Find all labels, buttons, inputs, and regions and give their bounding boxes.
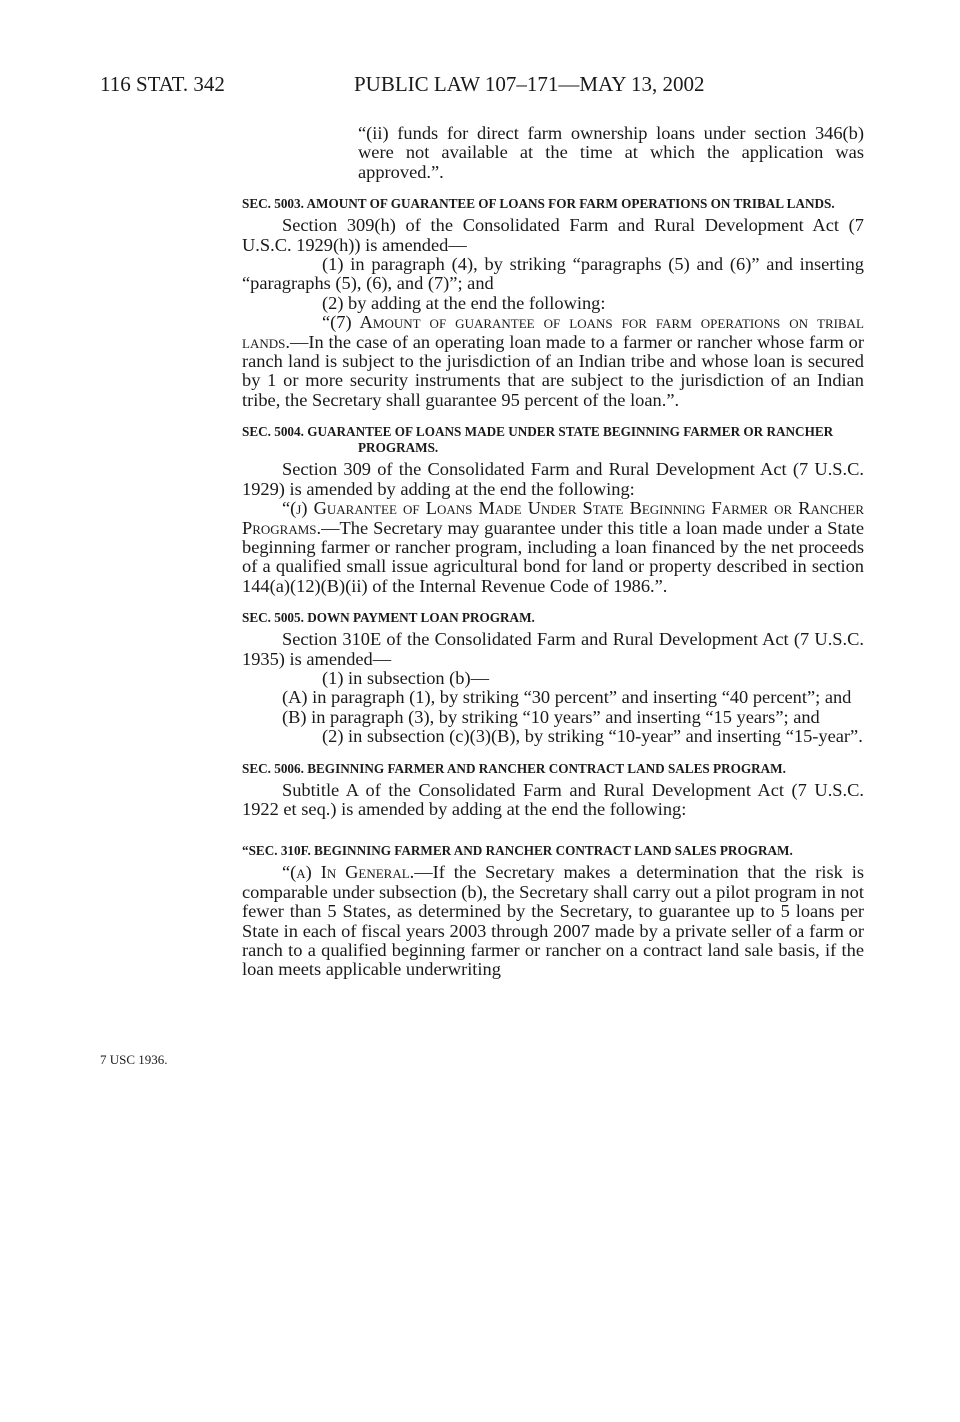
paragraph: “(ii) funds for direct farm ownership loans under section 346(b) were not available at the time at which the application was approved.”.: [358, 123, 864, 182]
paragraph: Subtitle A of the Consolidated Farm and Rural Development Act (7 U.S.C. 1922 et seq.) is amended by adding at the end the following:: [242, 779, 864, 819]
section-heading-5005: SEC. 5005. DOWN PAYMENT LOAN PROGRAM.: [242, 610, 535, 626]
margin-note: 7 USC 1936.: [100, 1052, 168, 1067]
paragraph: Section 309(h) of the Consolidated Farm and Rural Development Act (7 U.S.C. 1929(h)) is amended—: [242, 215, 864, 255]
paragraph: (1) in paragraph (4), by striking “paragraphs (5) and (6)” and inserting “paragraphs (5), (6), and (7)”; and: [242, 254, 864, 294]
section-heading-310f: “SEC. 310F. BEGINNING FARMER AND RANCHER CONTRACT LAND SALES PROGRAM.: [242, 843, 793, 859]
paragraph: [242, 863, 864, 979]
page-header: [100, 72, 880, 102]
section-heading-5003: SEC. 5003. AMOUNT OF GUARANTEE OF LOANS FOR FARM OPERATIONS ON TRIBAL LANDS.: [242, 196, 835, 212]
paragraph: [242, 499, 864, 596]
paragraph-text: —If the Secretary makes a determination that the risk is comparable under subsection (b), the Secretary shall carry out a pilot program in not fewer than 5 States, as determined by the Secretary, to guarantee up to 5 loans per State in each of fiscal years 2003 through 2007 made by a private seller of a farm or ranch to a qualified beginning farmer or rancher on a contract land sale basis, if the loan meets applicable underwriting: [242, 862, 864, 980]
paragraph: (A) in paragraph (1), by striking “30 percent” and inserting “40 percent”; and: [282, 687, 852, 708]
document-body: [242, 124, 864, 980]
paragraph: [242, 313, 864, 410]
section-heading-5006: SEC. 5006. BEGINNING FARMER AND RANCHER CONTRACT LAND SALES PROGRAM.: [242, 760, 786, 776]
paragraph: (2) in subsection (c)(3)(B), by striking “10-year” and inserting “15-year”.: [322, 726, 863, 747]
section-heading-5004: SEC. 5004. GUARANTEE OF LOANS MADE UNDER STATE BEGINNING FARMER OR RANCHER PROGRAMS.: [242, 424, 834, 456]
paragraph-caption: “(a) In General.: [282, 862, 415, 883]
paragraph-caption: “(7) Amount of guarantee of loans for farm operations on tribal lands.: [242, 312, 864, 352]
stat-page-reference: 116 STAT. 342: [100, 72, 225, 96]
paragraph: Section 309 of the Consolidated Farm and Rural Development Act (7 U.S.C. 1929) is amended by adding at the end the following:: [242, 459, 864, 499]
public-law-title: PUBLIC LAW 107–171—MAY 13, 2002: [354, 72, 705, 96]
paragraph: Section 310E of the Consolidated Farm and Rural Development Act (7 U.S.C. 1935) is amended—: [242, 629, 864, 669]
paragraph: (1) in subsection (b)—: [322, 667, 490, 688]
paragraph-text: —In the case of an operating loan made to a farmer or rancher whose farm or ranch land is subject to the jurisdiction of an Indian tribe and whose loan is secured by 1 or more security instruments that are subject to the jurisdiction of an Indian tribe, the Secretary shall guarantee 95 percent of the loan.”.: [242, 331, 864, 410]
paragraph-text: —The Secretary may guarantee under this title a loan made under a State beginning farmer or rancher program, including a loan financed by the net proceeds of a qualified small issue agricultural bond for land or property described in section 144(a)(12)(B)(ii) of the Internal Revenue Code of 1986.”.: [242, 517, 864, 596]
paragraph-caption: “(j) Guarantee of Loans Made Under State Beginning Farmer or Rancher Programs.: [242, 498, 864, 538]
paragraph: (2) by adding at the end the following:: [322, 292, 606, 313]
paragraph: (B) in paragraph (3), by striking “10 years” and inserting “15 years”; and: [282, 706, 820, 727]
